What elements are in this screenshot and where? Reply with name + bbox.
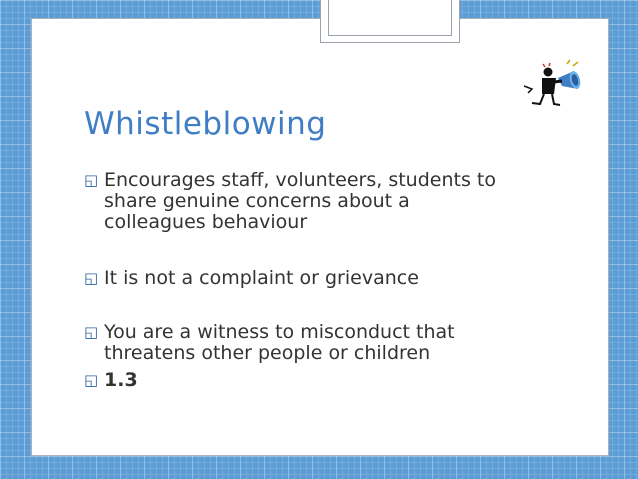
hollow-square-bullet-icon: ◱ [84, 323, 99, 341]
bullet-text: Encourages staff, volunteers, students to share genuine concerns about a colleagues behaviour [104, 169, 496, 233]
hollow-square-bullet-icon: ◱ [84, 371, 99, 389]
top-tab-inner-frame [328, 0, 452, 36]
slide-title: Whistleblowing [84, 106, 327, 142]
hollow-square-bullet-icon: ◱ [84, 269, 99, 287]
hollow-square-bullet-icon: ◱ [84, 171, 99, 189]
bullet-text: 1.3 [104, 369, 138, 391]
bullet-text: It is not a complaint or grievance [104, 267, 419, 289]
bullet-text: You are a witness to misconduct that threatens other people or children [104, 321, 455, 364]
person-with-megaphone-icon [512, 56, 584, 108]
top-tab-decoration [320, 0, 460, 43]
